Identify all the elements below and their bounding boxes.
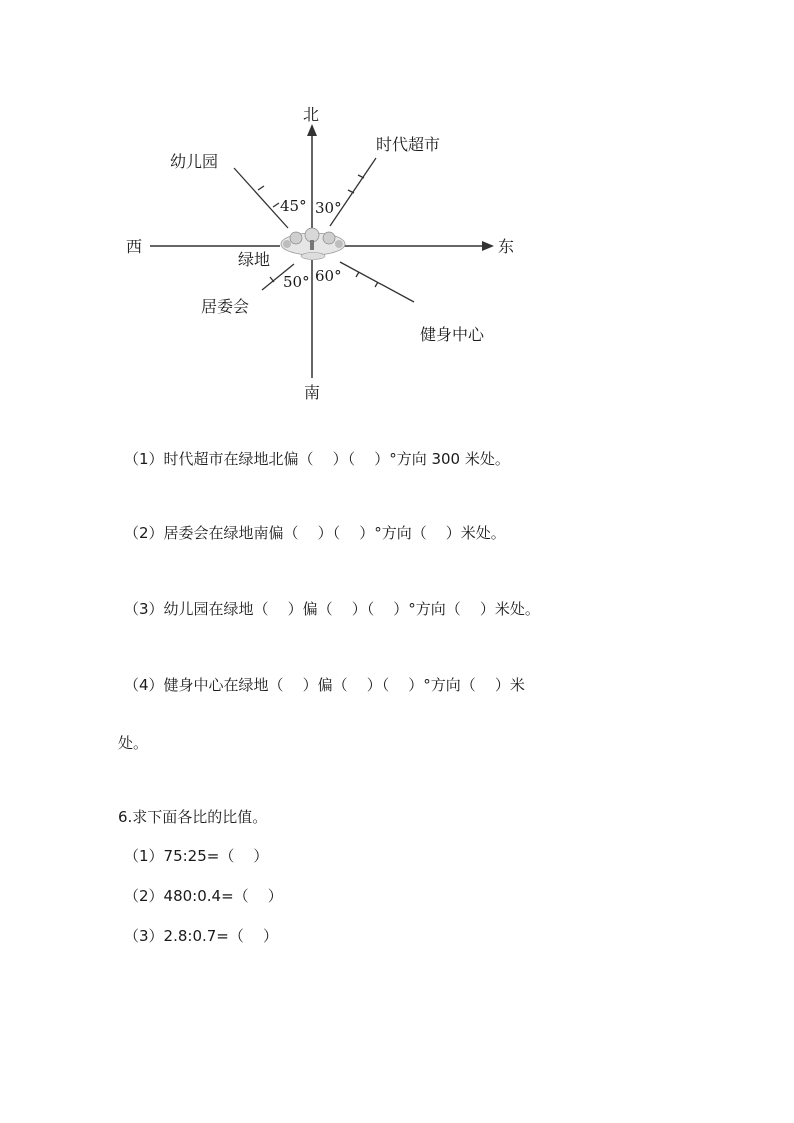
section-6-title: 6.求下面各比的比值。 <box>118 808 268 826</box>
tick-mark <box>273 203 279 207</box>
green-area-icon <box>281 228 345 260</box>
ratio-item-3: （3）2.8:0.7=（ ） <box>124 927 278 945</box>
label-east: 东 <box>498 237 515 256</box>
tick-mark <box>258 186 264 190</box>
label-supermarket: 时代超市 <box>376 135 441 154</box>
angle-nw: 45° <box>280 197 307 215</box>
ray-fitness <box>340 262 414 302</box>
direction-diagram <box>0 0 794 420</box>
angle-sw: 50° <box>283 273 310 291</box>
tick-mark <box>375 282 378 287</box>
label-committee: 居委会 <box>201 297 250 316</box>
east-arrow-icon <box>482 241 494 251</box>
label-center: 绿地 <box>238 250 271 269</box>
ratio-item-2: （2）480:0.4=（ ） <box>124 887 283 905</box>
label-west: 西 <box>126 237 143 256</box>
angle-se: 60° <box>315 267 342 285</box>
question-4: （4）健身中心在绿地（ ）偏（ ）（ ）°方向（ ）米 <box>124 676 525 694</box>
question-2: （2）居委会在绿地南偏（ ）（ ）°方向（ ）米处。 <box>124 524 506 542</box>
label-fitness: 健身中心 <box>420 325 485 344</box>
tick-mark <box>356 272 359 277</box>
north-arrow-icon <box>307 124 317 136</box>
ratio-item-1: （1）75:25=（ ） <box>124 847 269 865</box>
angle-ne: 30° <box>315 199 342 217</box>
question-4-continued: 处。 <box>118 734 149 752</box>
label-south: 南 <box>304 383 321 402</box>
question-3: （3）幼儿园在绿地（ ）偏（ ）（ ）°方向（ ）米处。 <box>124 600 540 618</box>
label-north: 北 <box>303 105 320 124</box>
label-kindergarten: 幼儿园 <box>170 152 219 171</box>
question-1: （1）时代超市在绿地北偏（ ）（ ）°方向 300 米处。 <box>124 450 510 468</box>
